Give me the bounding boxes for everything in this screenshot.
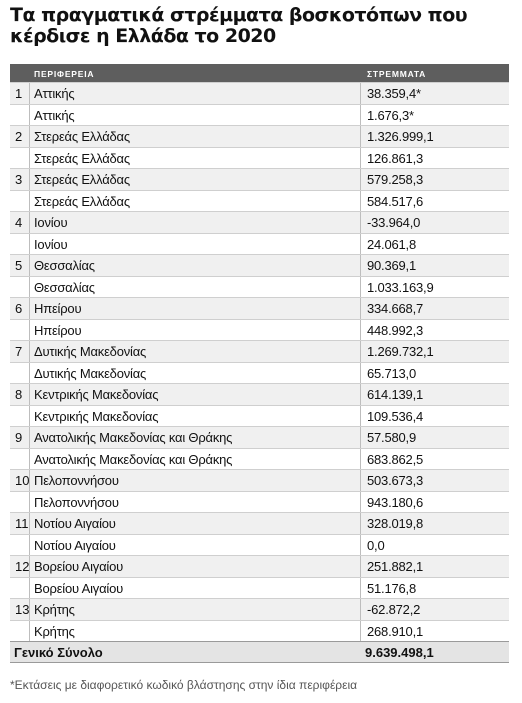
row-number: 1 bbox=[15, 86, 23, 101]
footnote: *Εκτάσεις με διαφορετικό κωδικό βλάστησης στην ίδια περιφέρεια bbox=[10, 678, 358, 692]
table-row bbox=[10, 555, 509, 577]
area-value: 1.033.163,9 bbox=[367, 279, 434, 295]
area-value: 328.019,8 bbox=[367, 516, 424, 531]
table-row bbox=[10, 448, 509, 470]
table-row bbox=[10, 426, 509, 448]
column-divider bbox=[29, 126, 30, 147]
column-divider bbox=[29, 621, 30, 642]
area-value: 448.992,3 bbox=[367, 322, 424, 338]
column-divider bbox=[360, 384, 361, 405]
row-number: 3 bbox=[15, 172, 23, 187]
table-row bbox=[10, 534, 509, 556]
region-name: Θεσσαλίας bbox=[34, 279, 95, 295]
column-divider bbox=[360, 234, 361, 255]
area-column-header: ΣΤΡΕΜΜΑΤΑ bbox=[367, 69, 427, 79]
area-value: 90.369,1 bbox=[367, 258, 417, 273]
region-name: Αττικής bbox=[34, 86, 75, 101]
column-divider bbox=[29, 191, 30, 212]
column-divider bbox=[360, 148, 361, 169]
table-body bbox=[10, 82, 509, 641]
area-value: 251.882,1 bbox=[367, 559, 424, 574]
table-row bbox=[10, 340, 509, 362]
column-divider bbox=[360, 83, 361, 104]
column-divider bbox=[360, 427, 361, 448]
area-value: 24.061,8 bbox=[367, 236, 417, 252]
table-header bbox=[10, 64, 509, 82]
area-value: 57.580,9 bbox=[367, 430, 417, 445]
table-row bbox=[10, 82, 509, 104]
column-divider bbox=[29, 427, 30, 448]
column-divider bbox=[360, 621, 361, 642]
column-divider bbox=[29, 148, 30, 169]
column-divider bbox=[29, 513, 30, 534]
table-row bbox=[10, 168, 509, 190]
column-divider bbox=[29, 492, 30, 513]
column-divider bbox=[360, 513, 361, 534]
column-divider bbox=[29, 449, 30, 470]
row-number: 10 bbox=[15, 473, 30, 488]
column-divider bbox=[29, 83, 30, 104]
region-name: Κεντρικής Μακεδονίας bbox=[34, 408, 159, 424]
area-value: 1.269.732,1 bbox=[367, 344, 434, 359]
region-name: Ανατολικής Μακεδονίας και Θράκης bbox=[34, 430, 233, 445]
region-name: Θεσσαλίας bbox=[34, 258, 95, 273]
region-name: Ανατολικής Μακεδονίας και Θράκης bbox=[34, 451, 233, 467]
table-row bbox=[10, 383, 509, 405]
region-name: Κεντρικής Μακεδονίας bbox=[34, 387, 159, 402]
table-row bbox=[10, 469, 509, 491]
table-row bbox=[10, 405, 509, 427]
row-number: 8 bbox=[15, 387, 23, 402]
column-divider bbox=[360, 298, 361, 319]
table-row bbox=[10, 211, 509, 233]
column-divider bbox=[29, 277, 30, 298]
area-value: 943.180,6 bbox=[367, 494, 424, 510]
column-divider bbox=[360, 341, 361, 362]
area-value: 0,0 bbox=[367, 537, 385, 553]
table-row bbox=[10, 254, 509, 276]
row-number: 2 bbox=[15, 129, 23, 144]
table-row bbox=[10, 362, 509, 384]
area-value: 334.668,7 bbox=[367, 301, 424, 316]
area-value: 51.176,8 bbox=[367, 580, 417, 596]
row-number: 5 bbox=[15, 258, 23, 273]
column-divider bbox=[360, 556, 361, 577]
region-name: Αττικής bbox=[34, 107, 75, 123]
region-name: Ιονίου bbox=[34, 236, 68, 252]
column-divider bbox=[29, 384, 30, 405]
row-number: 4 bbox=[15, 215, 23, 230]
row-number: 12 bbox=[15, 559, 30, 574]
column-divider bbox=[29, 320, 30, 341]
table-row bbox=[10, 297, 509, 319]
region-name: Στερεάς Ελλάδας bbox=[34, 129, 130, 144]
column-divider bbox=[29, 105, 30, 126]
column-divider bbox=[360, 277, 361, 298]
column-divider bbox=[360, 212, 361, 233]
region-name: Στερεάς Ελλάδας bbox=[34, 193, 130, 209]
area-value: 65.713,0 bbox=[367, 365, 417, 381]
column-divider bbox=[29, 169, 30, 190]
table-row bbox=[10, 104, 509, 126]
table-row bbox=[10, 577, 509, 599]
row-number: 13 bbox=[15, 602, 30, 617]
column-divider bbox=[360, 363, 361, 384]
area-value: -33.964,0 bbox=[367, 215, 421, 230]
table-row bbox=[10, 276, 509, 298]
total-row bbox=[10, 641, 509, 663]
area-value: 38.359,4* bbox=[367, 86, 421, 101]
column-divider bbox=[29, 363, 30, 384]
column-divider bbox=[360, 535, 361, 556]
area-value: 1.676,3* bbox=[367, 107, 414, 123]
row-number: 11 bbox=[15, 516, 29, 531]
row-number: 6 bbox=[15, 301, 23, 316]
region-name: Νοτίου Αιγαίου bbox=[34, 537, 116, 553]
region-name: Βορείου Αιγαίου bbox=[34, 580, 124, 596]
area-value: 109.536,4 bbox=[367, 408, 424, 424]
column-divider bbox=[29, 341, 30, 362]
table-row bbox=[10, 125, 509, 147]
column-divider bbox=[29, 535, 30, 556]
column-divider bbox=[360, 255, 361, 276]
total-label: Γενικό Σύνολο bbox=[14, 645, 103, 660]
table-row bbox=[10, 620, 509, 642]
column-divider bbox=[360, 126, 361, 147]
region-name: Δυτικής Μακεδονίας bbox=[34, 365, 147, 381]
table-row bbox=[10, 491, 509, 513]
page-title: Τα πραγματικά στρέμματα βοσκοτόπων που κέρδισε η Ελλάδα το 2020 bbox=[10, 4, 468, 47]
region-name: Βορείου Αιγαίου bbox=[34, 559, 124, 574]
row-number: 9 bbox=[15, 430, 23, 445]
table-row bbox=[10, 147, 509, 169]
column-divider bbox=[360, 449, 361, 470]
area-value: 1.326.999,1 bbox=[367, 129, 434, 144]
region-name: Κρήτης bbox=[34, 623, 75, 639]
region-column-header: ΠΕΡΙΦΕΡΕΙΑ bbox=[34, 69, 95, 79]
region-name: Πελοποννήσου bbox=[34, 473, 119, 488]
region-name: Κρήτης bbox=[34, 602, 75, 617]
row-number: 7 bbox=[15, 344, 23, 359]
column-divider bbox=[360, 470, 361, 491]
column-divider bbox=[29, 578, 30, 599]
column-divider bbox=[29, 212, 30, 233]
region-name: Ηπείρου bbox=[34, 301, 82, 316]
column-divider bbox=[360, 191, 361, 212]
area-value: 614.139,1 bbox=[367, 387, 424, 402]
area-value: 683.862,5 bbox=[367, 451, 424, 467]
region-name: Στερεάς Ελλάδας bbox=[34, 150, 130, 166]
column-divider bbox=[360, 320, 361, 341]
column-divider bbox=[360, 578, 361, 599]
column-divider bbox=[360, 105, 361, 126]
region-name: Πελοποννήσου bbox=[34, 494, 119, 510]
column-divider bbox=[29, 298, 30, 319]
column-divider bbox=[29, 255, 30, 276]
area-value: 126.861,3 bbox=[367, 150, 424, 166]
data-table bbox=[10, 64, 509, 663]
region-name: Ηπείρου bbox=[34, 322, 82, 338]
region-name: Δυτικής Μακεδονίας bbox=[34, 344, 147, 359]
total-value: 9.639.498,1 bbox=[365, 645, 434, 660]
column-divider bbox=[360, 169, 361, 190]
table-row bbox=[10, 190, 509, 212]
column-divider bbox=[360, 406, 361, 427]
area-value: 503.673,3 bbox=[367, 473, 424, 488]
column-divider bbox=[360, 599, 361, 620]
table-row bbox=[10, 233, 509, 255]
region-name: Ιονίου bbox=[34, 215, 68, 230]
region-name: Στερεάς Ελλάδας bbox=[34, 172, 130, 187]
area-value: 584.517,6 bbox=[367, 193, 424, 209]
area-value: 579.258,3 bbox=[367, 172, 424, 187]
table-row bbox=[10, 598, 509, 620]
area-value: 268.910,1 bbox=[367, 623, 424, 639]
column-divider bbox=[29, 234, 30, 255]
region-name: Νοτίου Αιγαίου bbox=[34, 516, 116, 531]
table-row bbox=[10, 319, 509, 341]
area-value: -62.872,2 bbox=[367, 602, 421, 617]
table-row bbox=[10, 512, 509, 534]
column-divider bbox=[29, 406, 30, 427]
column-divider bbox=[360, 492, 361, 513]
